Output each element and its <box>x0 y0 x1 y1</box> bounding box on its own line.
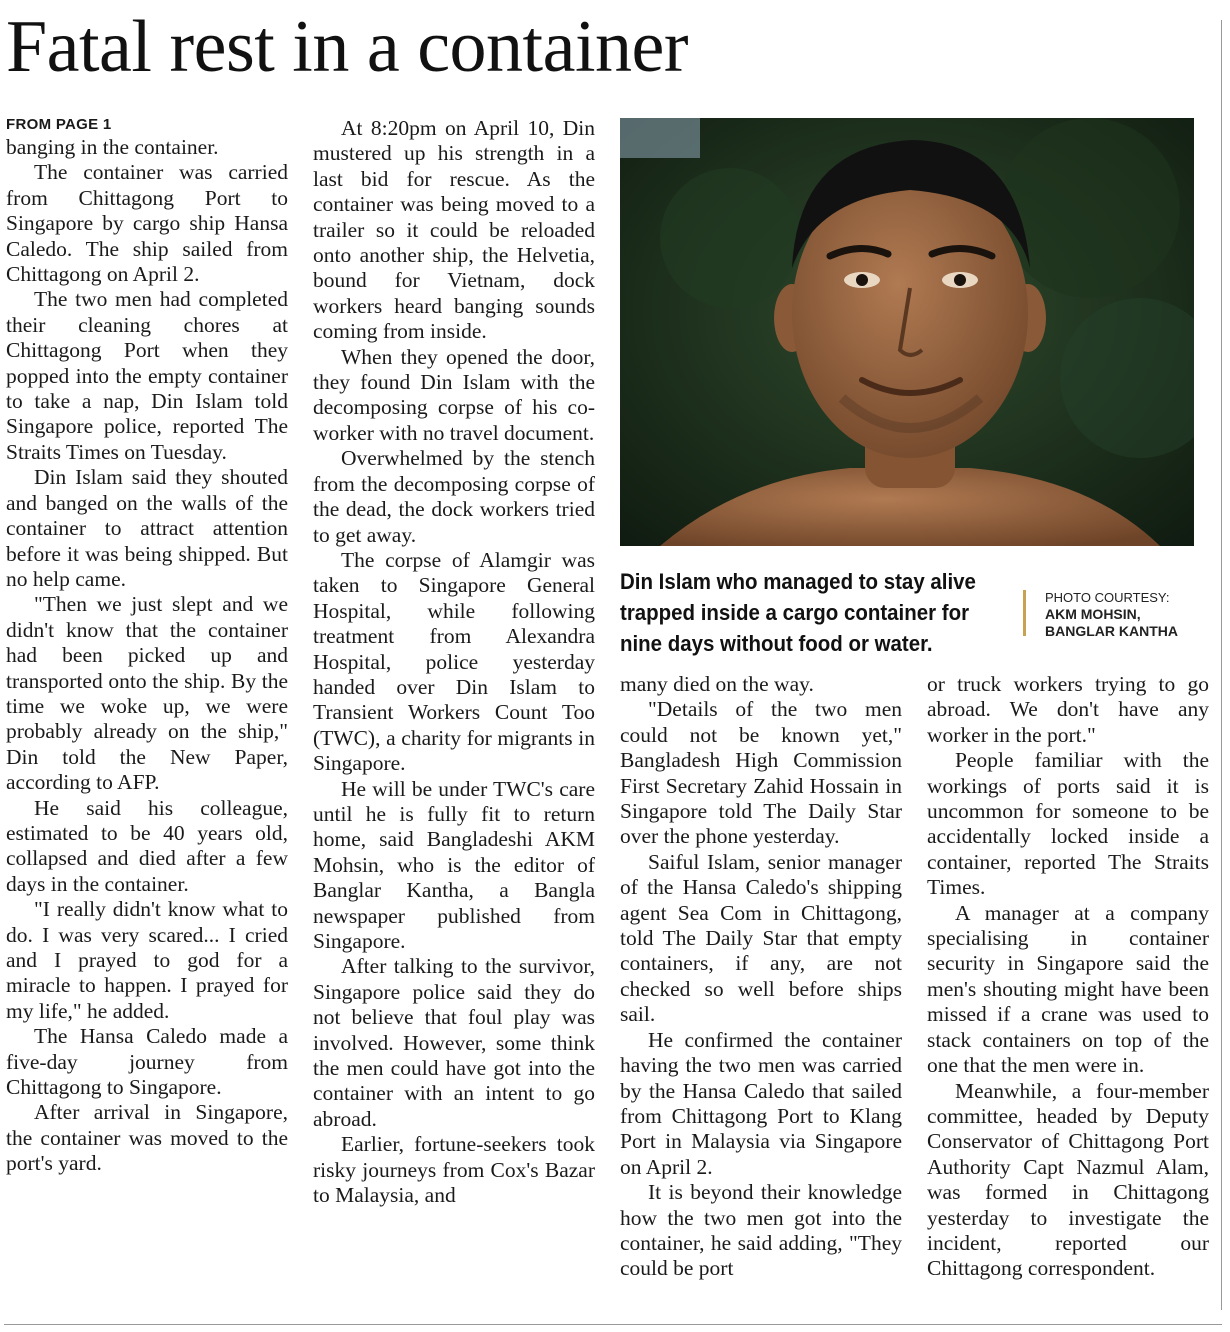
paragraph: The two men had completed their cleaning chores at Chittagong Port when they popped into the empty container to take a nap, Din Islam told Singapore police, reported The Straits Times on Tuesday. <box>6 287 288 464</box>
paragraph: He confirmed the container having the two men was carried by the Hansa Caledo that sailed from Chittagong Port to Klang Port in Malaysia via Singapore on April 2. <box>620 1027 902 1179</box>
credit-publication: BANGLAR KANTHA <box>1045 623 1178 639</box>
article-column-2 <box>313 116 595 1208</box>
kicker: FROM PAGE 1 <box>6 116 112 133</box>
paragraph: Din Islam said they shouted and banged on the walls of the container to attract attention before it was being shipped. But no help came. <box>6 465 288 591</box>
paragraph: "Then we just slept and we didn't know that the container had been picked up and transported onto the ship. By the time we woke up, we were probably already on the ship," Din told the New Paper, according to AFP. <box>6 592 288 795</box>
paragraph: When they opened the door, they found Din Islam with the decomposing corpse of his co-worker with no travel document. <box>313 344 595 445</box>
portrait-illustration <box>620 118 1194 546</box>
paragraph: The Hansa Caledo made a five-day journey from Chittagong to Singapore. <box>6 1024 288 1100</box>
paragraph: He will be under TWC's care until he is fully fit to return home, said Bangladeshi AKM Mohsin, who is the editor of Banglar Kantha, a Bangla newspaper published from Singapore. <box>313 776 595 953</box>
paragraph: A manager at a company specialising in container security in Singapore said the men's shouting might have been missed if a crane was used to stack containers on top of the one that the men were in. <box>927 900 1209 1078</box>
paragraph: Earlier, fortune-seekers took risky journeys from Cox's Bazar to Malaysia, and <box>313 1132 595 1208</box>
paragraph: or truck workers trying to go abroad. We don't have any worker in the port." <box>927 672 1209 747</box>
article-column-4 <box>927 672 1209 1282</box>
paragraph: Overwhelmed by the stench from the decomposing corpse of the dead, the dock workers tried to get away. <box>313 446 595 547</box>
paragraph: many died on the way. <box>620 672 814 696</box>
paragraph: "Details of the two men could not be known yet," Bangladesh High Commission First Secretary Zahid Hossain in Singapore told The Daily Star over the phone yesterday. <box>620 697 902 849</box>
paragraph: He said his colleague, estimated to be 40 years old, collapsed and died after a few days in the container. <box>6 795 288 896</box>
portrait-photo <box>620 118 1194 546</box>
article-column-3 <box>620 672 902 1282</box>
paragraph: Meanwhile, a four-member committee, headed by Deputy Conservator of Chittagong Port Authority Capt Nazmul Alam, was formed in Chittagong yesterday to investigate the incident, reported our Chittagong correspondent. <box>927 1078 1209 1281</box>
paragraph: The container was carried from Chittagong Port to Singapore by cargo ship Hansa Caledo. The ship sailed from Chittagong on April 2. <box>6 160 288 287</box>
paragraph: It is beyond their knowledge how the two men got into the container, he said adding, "They could be port <box>620 1180 902 1281</box>
paragraph: After arrival in Singapore, the container was moved to the port's yard. <box>6 1100 288 1176</box>
paragraph: banging in the container. <box>6 135 219 159</box>
credit-divider <box>1023 590 1026 636</box>
headline: Fatal rest in a container <box>6 6 689 88</box>
article-column-1 <box>6 116 288 1177</box>
paragraph: After talking to the survivor, Singapore police said they do not believe that foul play was involved. However, some think the men could have got into the container with an intent to go abroad. <box>313 954 595 1131</box>
photo-caption: Din Islam who managed to stay alive trapped inside a cargo container for nine days without food or water. <box>620 569 976 656</box>
paragraph: People familiar with the workings of ports said it is uncommon for someone to be accidentally locked inside a container, reported The Straits Times. <box>927 748 1209 900</box>
page-border-bottom <box>4 1324 1222 1325</box>
paragraph: At 8:20pm on April 10, Din mustered up his strength in a last bid for rescue. As the container was being moved to a trailer so it could be reloaded onto another ship, the Helvetia, bound for Vietnam, dock workers heard banging sounds coming from inside. <box>313 116 595 344</box>
credit-name: AKM MOHSIN, <box>1045 606 1141 622</box>
credit-label: PHOTO COURTESY: <box>1045 590 1170 605</box>
paragraph: "I really didn't know what to do. I was very scared... I cried and I prayed to god for a miracle to happen. I prayed for my life," he added. <box>6 897 288 1023</box>
page-border-right <box>1221 20 1222 1310</box>
paragraph: Saiful Islam, senior manager of the Hansa Caledo's shipping agent Sea Com in Chittagong, told The Daily Star that empty containers, if any, are not checked so well before ships sail. <box>620 849 902 1027</box>
paragraph: The corpse of Alamgir was taken to Singapore General Hospital, while following treatment from Alexandra Hospital, police yesterday handed over Din Islam to Transient Workers Count Too (TWC), a charity for migrants in Singapore. <box>313 547 595 776</box>
photo-credit <box>1045 589 1225 640</box>
